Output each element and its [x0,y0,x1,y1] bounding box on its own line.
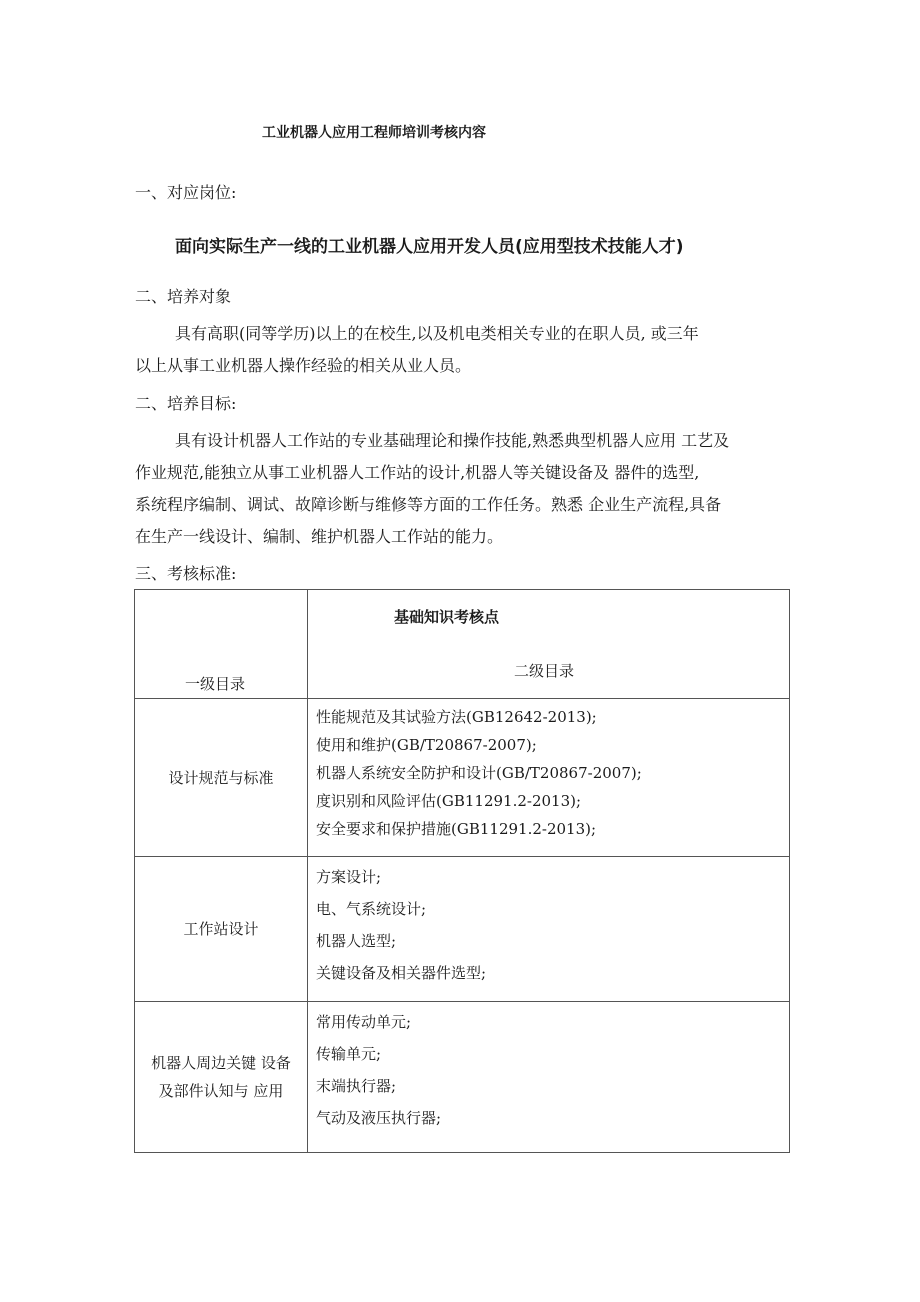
item-text: 性能规范及其试验方法(GB12642-2013); [316,708,597,726]
section-heading-goals: 二、培养目标: [135,394,237,413]
audience-paragraph [135,318,795,382]
items-cell [308,857,790,1002]
item-text: 传输单元; [316,1045,382,1063]
table-row [135,857,790,1002]
items-cell [308,699,790,857]
audience-line: 以上从事工业机器人操作经验的相关从业人员。 [135,356,472,375]
goals-paragraph [135,425,795,553]
category-label: 设计规范与标准 [168,768,274,787]
goals-line: 系统程序编制、调试、故障诊断与维修等方面的工作任务。熟悉 企业生产流程,具备 [135,495,722,514]
section-heading-post: 一、对应岗位: [135,183,237,202]
item-text: 关键设备及相关器件选型; [316,964,487,982]
category-label: 及部件认知与 应用 [158,1082,284,1100]
item-text: 末端执行器; [316,1077,397,1095]
item-text: 方案设计; [316,868,382,886]
category-label: 工作站设计 [183,920,259,938]
table-header-row [135,590,790,699]
category-cell [135,1002,308,1153]
assessment-table [134,589,790,1153]
table-row [135,699,790,857]
item-text: 机器人系统安全防护和设计(GB/T20867-2007); [316,764,642,782]
category-cell [135,857,308,1002]
post-description: 面向实际生产一线的工业机器人应用开发人员(应用型技术技能人才) [175,237,684,257]
col2-header: 二级目录 [514,662,575,680]
goals-line: 作业规范,能独立从事工业机器人工作站的设计,机器人等关键设备及 器件的选型, [135,463,700,482]
table-header-title: 基础知识考核点 [394,608,500,626]
item-text: 安全要求和保护措施(GB11291.2-2013); [316,820,597,838]
category-cell [135,699,308,857]
header-cell-level1 [135,590,308,699]
header-cell-level2 [308,590,790,699]
goals-line: 具有设计机器人工作站的专业基础理论和操作技能,熟悉典型机器人应用 工艺及 [175,431,730,450]
item-text: 常用传动单元; [316,1013,412,1031]
section-heading-standards: 三、考核标准: [135,564,237,583]
col1-header: 一级目录 [185,675,246,693]
item-text: 机器人选型; [316,932,397,950]
item-text: 度识别和风险评估(GB11291.2-2013); [316,792,582,810]
audience-line: 具有高职(同等学历)以上的在校生,以及机电类相关专业的在职人员, 或三年 [175,324,699,343]
document-title: 工业机器人应用工程师培训考核内容 [262,125,486,141]
table-row [135,1002,790,1153]
item-text: 使用和维护(GB/T20867-2007); [316,736,537,754]
category-label: 机器人周边关键 设备 [151,1054,291,1072]
item-text: 电、气系统设计; [316,900,427,918]
items-cell [308,1002,790,1153]
item-text: 气动及液压执行器; [316,1109,442,1127]
goals-line: 在生产一线设计、编制、维护机器人工作站的能力。 [135,527,504,546]
section-heading-audience: 二、培养对象 [135,287,232,306]
